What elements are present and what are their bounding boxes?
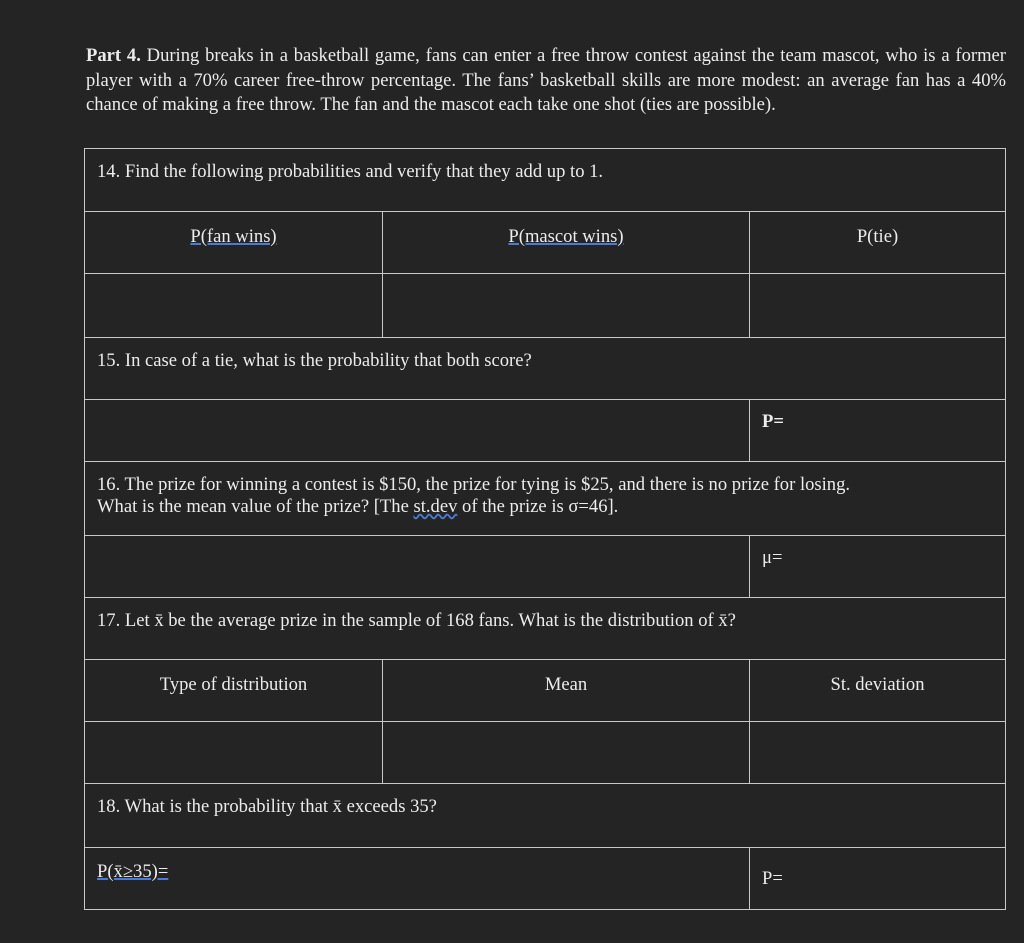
q16-answer[interactable]: μ=	[749, 536, 1005, 597]
intro-text: During breaks in a basketball game, fans can enter a free throw contest against the team mascot, who is a former player with a 70% career free-throw percentage. The fans’ basketball skills are more modest: an average fan has a 40% chance of making a free throw. The fan and the mascot each take one shot (ties are possible).	[86, 45, 1006, 115]
q16-work-area[interactable]	[85, 536, 749, 597]
q15-answer[interactable]: P=	[749, 400, 1005, 461]
answer-mean[interactable]	[382, 722, 749, 783]
q16-question	[85, 462, 1005, 535]
answer-st-deviation[interactable]	[749, 722, 1005, 783]
answer-type-of-distribution[interactable]	[85, 722, 382, 783]
q14-row	[85, 149, 1005, 211]
part-label: Part 4.	[86, 45, 141, 66]
q18-answer[interactable]: P=	[749, 848, 1005, 909]
header-type-of-distribution: Type of distribution	[159, 674, 308, 695]
q16-answer-row	[85, 535, 1005, 597]
q14-answer-row	[85, 273, 1005, 337]
q18-question: 18. What is the probability that x̄ exceeds 35?	[97, 796, 437, 817]
q15-answer-row	[85, 399, 1005, 461]
q18-answer-row	[85, 847, 1005, 909]
answer-p-tie[interactable]	[749, 274, 1005, 337]
q17-answer-row	[85, 721, 1005, 783]
q18-left-label: P(x̄≥35)=	[97, 861, 169, 882]
stdev-word: st.dev	[413, 496, 458, 517]
q17-question: 17. Let x̄ be the average prize in the sample of 168 fans. What is the distribution of x̄?	[97, 610, 736, 631]
q18-row	[85, 783, 1005, 847]
q14-header-row	[85, 211, 1005, 273]
header-p-fan-wins: P(fan wins)	[190, 226, 277, 247]
q14-question: 14. Find the following probabilities and verify that they add up to 1.	[97, 161, 604, 182]
q15-work-area[interactable]	[85, 400, 749, 461]
header-st-deviation: St. deviation	[749, 660, 1005, 721]
answer-p-mascot-wins[interactable]	[382, 274, 749, 337]
answer-p-fan-wins[interactable]	[85, 274, 382, 337]
worksheet-table	[84, 148, 1006, 910]
q16-line2: What is the mean value of the prize? [The st.dev of the prize is σ=46].	[97, 496, 619, 517]
q16-line1: 16. The prize for winning a contest is $150, the prize for tying is $25, and there is no prize for losing.	[97, 474, 851, 495]
header-p-mascot-wins: P(mascot wins)	[382, 212, 749, 273]
q17-row	[85, 597, 1005, 659]
header-mean: Mean	[382, 660, 749, 721]
q15-row	[85, 337, 1005, 399]
header-p-tie: P(tie)	[749, 212, 1005, 273]
q16-row	[85, 461, 1005, 535]
q15-question: 15. In case of a tie, what is the probability that both score?	[97, 350, 532, 371]
q18-work-area[interactable]	[85, 848, 749, 909]
q17-header-row	[85, 659, 1005, 721]
intro-paragraph	[86, 44, 1006, 118]
